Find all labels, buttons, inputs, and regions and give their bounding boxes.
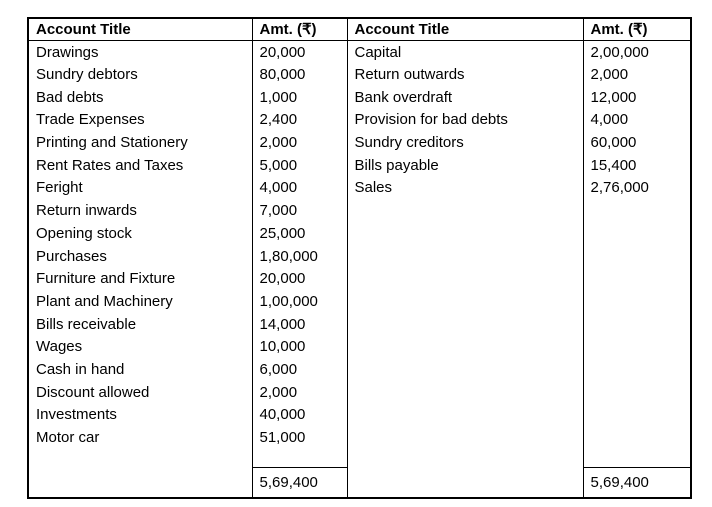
spacer-row: [28, 449, 691, 468]
table-row: [28, 426, 691, 449]
amount-cell: [583, 426, 691, 449]
account-title-cell: Sales: [347, 177, 583, 200]
account-title-cell: [347, 313, 583, 336]
account-title-cell: [347, 245, 583, 268]
account-title-cell: Trade Expenses: [36, 111, 145, 129]
amount-cell: 6,000: [252, 358, 347, 381]
empty-cell: [28, 468, 252, 498]
amount-cell: 20,000: [252, 267, 347, 290]
header-account-title-right: Account Title: [347, 18, 583, 41]
trial-balance-table: [27, 17, 692, 499]
amount-cell: 2,000: [583, 63, 691, 86]
table-row: [28, 41, 691, 64]
account-title-cell: Plant and Machinery: [36, 292, 173, 310]
amount-cell: 40,000: [252, 404, 347, 427]
amount-cell: 14,000: [252, 313, 347, 336]
header-account-title-left: Account Title: [28, 18, 252, 41]
amount-cell: 1,80,000: [252, 245, 347, 268]
table-row: [28, 177, 691, 200]
amount-cell: 51,000: [252, 426, 347, 449]
header-row: [28, 18, 691, 41]
amount-cell: 2,000: [252, 381, 347, 404]
table-row: [28, 154, 691, 177]
account-title-cell: Cash in hand: [36, 360, 125, 378]
account-title-cell: Discount allowed: [36, 383, 150, 401]
account-title-cell: [347, 358, 583, 381]
amount-cell: [583, 290, 691, 313]
amount-cell: [583, 245, 691, 268]
empty-cell: [28, 449, 252, 468]
table-row: [28, 86, 691, 109]
amount-cell: [583, 222, 691, 245]
amount-cell: 10,000: [252, 335, 347, 358]
amount-cell: 15,400: [583, 154, 691, 177]
table-row: [28, 358, 691, 381]
account-title-cell: [347, 404, 583, 427]
empty-cell: [252, 449, 347, 468]
table-row: [28, 199, 691, 222]
account-title-cell: Return inwards: [36, 202, 137, 220]
amount-cell: [583, 358, 691, 381]
empty-cell: [347, 449, 583, 468]
account-title-cell: [347, 381, 583, 404]
header-amount-right: Amt. (₹): [583, 18, 691, 41]
empty-cell: [583, 449, 691, 468]
account-title-cell: [347, 199, 583, 222]
table-row: [28, 335, 691, 358]
amount-cell: 25,000: [252, 222, 347, 245]
account-title-cell: [347, 426, 583, 449]
account-title-cell: Opening stock: [36, 224, 132, 242]
table-row: [28, 63, 691, 86]
amount-cell: 4,000: [583, 109, 691, 132]
account-title-cell: Capital: [347, 41, 583, 64]
table-row: [28, 109, 691, 132]
account-title-cell: Sundry creditors: [347, 131, 583, 154]
account-title-cell: Wages: [36, 338, 83, 356]
table-row: [28, 290, 691, 313]
account-title-cell: Bills receivable: [36, 315, 137, 333]
right-total-amount: 5,69,400: [583, 468, 691, 498]
empty-cell: [347, 468, 583, 498]
amount-cell: 2,400: [252, 109, 347, 132]
amount-cell: [583, 267, 691, 290]
amount-cell: 7,000: [252, 199, 347, 222]
amount-cell: 60,000: [583, 131, 691, 154]
amount-cell: 2,000: [252, 131, 347, 154]
account-title-cell: Feright: [36, 179, 83, 197]
account-title-cell: Bills payable: [347, 154, 583, 177]
amount-cell: [583, 313, 691, 336]
account-title-cell: [347, 290, 583, 313]
table-row: [28, 222, 691, 245]
total-row: [28, 468, 691, 498]
table-row: [28, 267, 691, 290]
account-title-cell: Drawings: [36, 43, 99, 61]
amount-cell: 4,000: [252, 177, 347, 200]
amount-cell: 2,76,000: [583, 177, 691, 200]
account-title-cell: Return outwards: [347, 63, 583, 86]
account-title-cell: Rent Rates and Taxes: [36, 156, 184, 174]
amount-cell: 1,000: [252, 86, 347, 109]
account-title-cell: Purchases: [36, 247, 107, 265]
amount-cell: 20,000: [252, 41, 347, 64]
left-total-amount: 5,69,400: [252, 468, 347, 498]
account-title-cell: Furniture and Fixture: [36, 270, 176, 288]
amount-cell: 1,00,000: [252, 290, 347, 313]
table-row: [28, 245, 691, 268]
account-title-cell: Sundry debtors: [36, 66, 138, 84]
table-row: [28, 313, 691, 336]
amount-cell: 5,000: [252, 154, 347, 177]
table-row: [28, 131, 691, 154]
table-row: [28, 404, 691, 427]
body-rows: [28, 41, 691, 449]
amount-cell: [583, 381, 691, 404]
header-amount-left: Amt. (₹): [252, 18, 347, 41]
account-title-cell: [347, 267, 583, 290]
account-title-cell: Printing and Stationery: [36, 134, 188, 152]
account-title-cell: [347, 335, 583, 358]
amount-cell: [583, 199, 691, 222]
account-title-cell: Motor car: [36, 429, 100, 447]
amount-cell: 2,00,000: [583, 41, 691, 64]
account-title-cell: Bank overdraft: [347, 86, 583, 109]
amount-cell: 80,000: [252, 63, 347, 86]
amount-cell: 12,000: [583, 86, 691, 109]
amount-cell: [583, 335, 691, 358]
amount-cell: [583, 404, 691, 427]
account-title-cell: [347, 222, 583, 245]
account-title-cell: Investments: [36, 406, 117, 424]
table-row: [28, 381, 691, 404]
account-title-cell: Provision for bad debts: [347, 109, 583, 132]
account-title-cell: Bad debts: [36, 88, 104, 106]
